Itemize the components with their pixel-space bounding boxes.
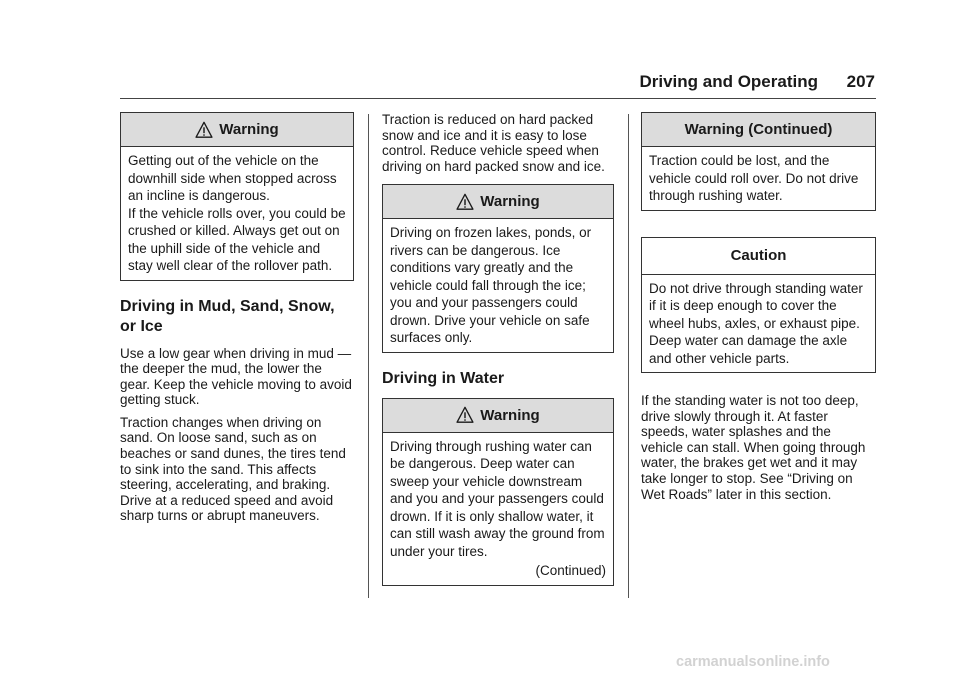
page-number: 207 [846, 72, 875, 91]
caution-paragraph: Do not drive through standing water if it is deep enough to cover the wheel hubs, axles, or exhaust pipe. Deep water can damage the axle and other vehicle parts. [649, 280, 863, 366]
section-heading-water: Driving in Water [382, 369, 505, 387]
section-title: Driving and Operating [639, 72, 818, 91]
body-paragraph: Use a low gear when driving in mud — the deeper the mud, the lower the gear. Keep the vehicle moving to avoid getting stuck. [120, 345, 352, 408]
warning-paragraph: Traction could be lost, and the vehicle could roll over. Do not drive through rushing water. [649, 153, 859, 203]
warning-paragraph: If the vehicle rolls over, you could be crushed or killed. Always get out on the uphill side of the vehicle and stay well clear of the rollover path. [128, 205, 346, 273]
section-heading-mud-sand: Driving in Mud, Sand, Snow, or Ice [120, 297, 335, 335]
continued-label: (Continued) [535, 563, 606, 579]
warning-title: Warning [219, 121, 279, 138]
warning-title: Warning (Continued) [684, 121, 833, 138]
warning-paragraph: Driving through rushing water can be dangerous. Deep water can sweep your vehicle downstream and you and your passengers could drown. If it is only shallow water, it can still wash away the ground from under your tires. [390, 438, 605, 559]
warning-paragraph: Getting out of the vehicle on the downhill side when stopped across an incline is dangerous. [128, 153, 337, 203]
caution-title: Caution [730, 247, 787, 264]
warning-title: Warning [480, 193, 540, 211]
watermark-text: carmanualsonline.info [676, 654, 830, 670]
body-paragraph: Traction is reduced on hard packed snow and ice and it is easy to lose control. Reduce vehicle speed when driving on hard packed snow and ice. [382, 112, 605, 174]
body-paragraph: Traction changes when driving on sand. On loose sand, such as on beaches or sand dunes, the tires tend to sink into the sand. This affects steering, accelerating, and braking. Drive at a reduced speed and avoid sharp turns or abrupt maneuvers. [120, 414, 346, 524]
warning-paragraph: Driving on frozen lakes, ponds, or rivers can be dangerous. Ice conditions vary greatly and the vehicle could fall through the ice; you and your passengers could drown. Drive your vehicle on safe surfaces only. [390, 225, 592, 346]
warning-title: Warning [480, 406, 540, 424]
body-paragraph: If the standing water is not too deep, drive slowly through it. At faster speeds, water splashes and the vehicle can stall. When going through water, the brakes get wet and it may take longer to stop. See “Driving on Wet Roads” later in this section. [641, 393, 866, 502]
